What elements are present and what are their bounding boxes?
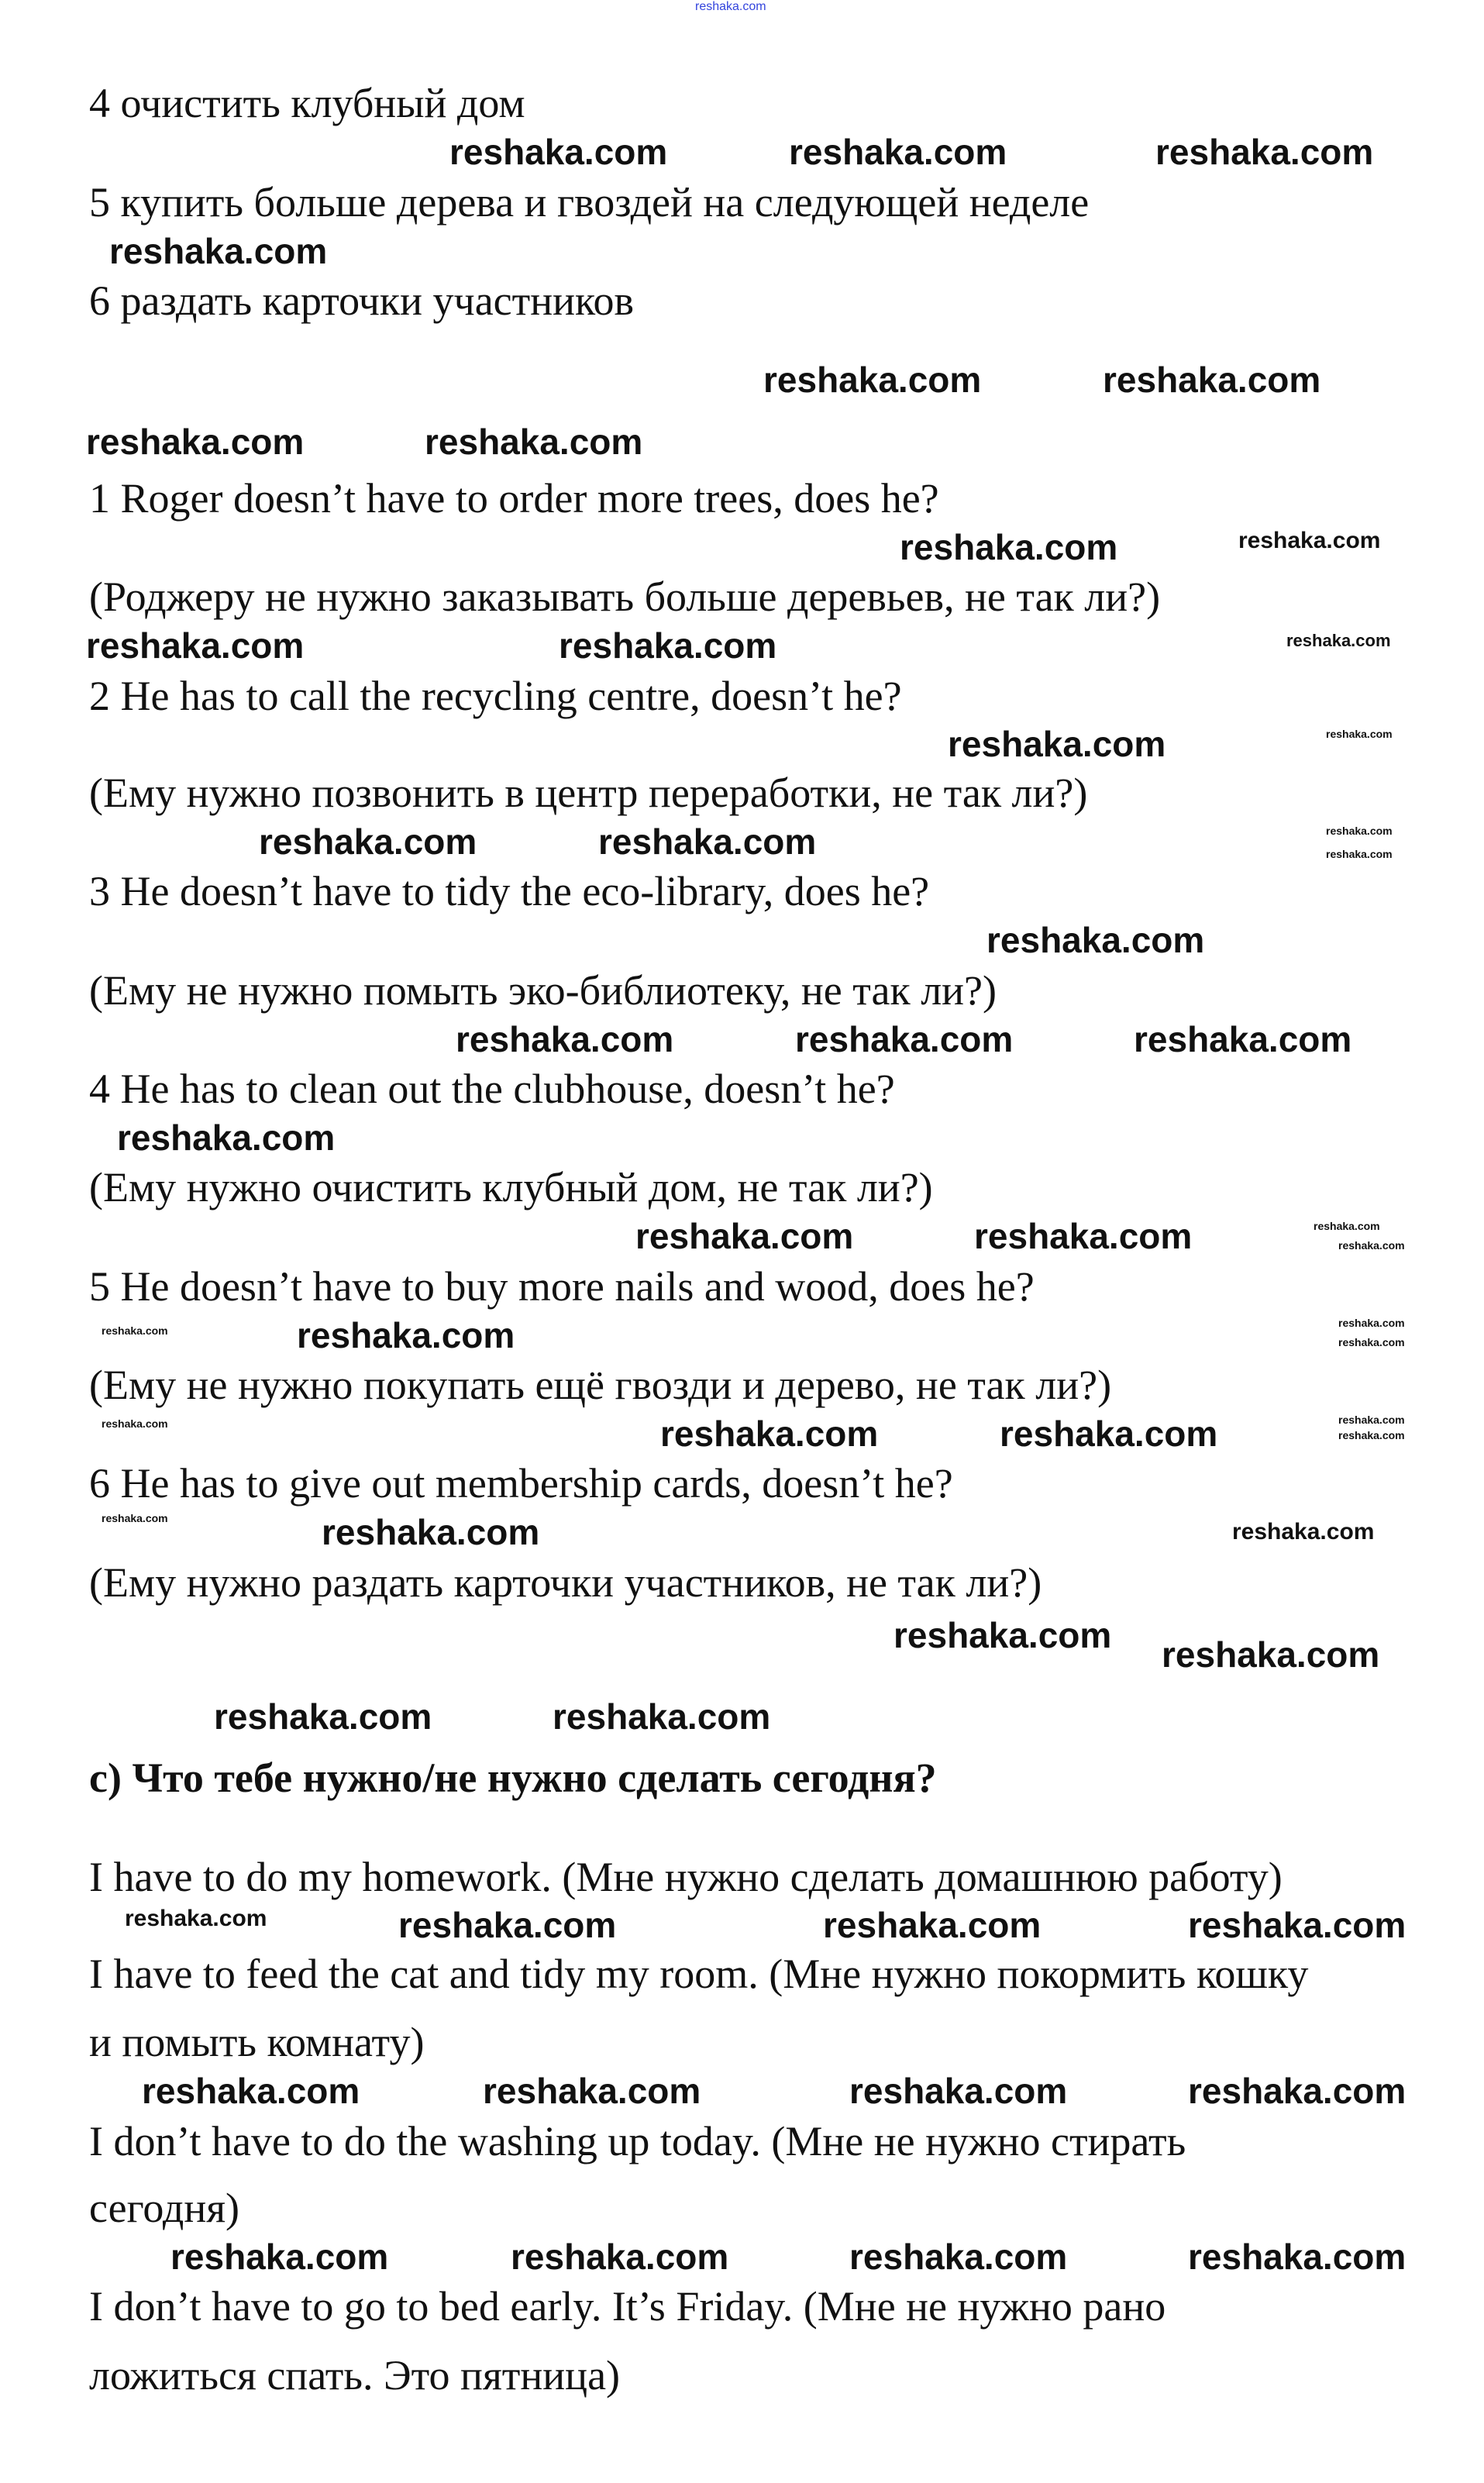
watermark-text: reshaka.com (1314, 1220, 1380, 1232)
watermark-text: reshaka.com (1338, 1414, 1405, 1426)
answer-line: I don’t have to go to bed early. It’s Friday. (Мне не нужно рано (89, 2283, 1166, 2330)
answer-line: I have to feed the cat and tidy my room. (Мне нужно покормить кошку (89, 1951, 1309, 1997)
question-ru: (Ему не нужно помыть эко-библиотеку, не так ли?) (89, 967, 997, 1014)
watermark-text: reshaka.com (322, 1512, 540, 1552)
watermark-text: reshaka.com (1238, 528, 1381, 553)
watermark-text: reshaka.com (1232, 1519, 1375, 1545)
watermark-text: reshaka.com (86, 422, 305, 462)
watermark-text: reshaka.com (1338, 1317, 1405, 1329)
watermark-text: reshaka.com (1162, 1634, 1380, 1675)
answer-line: сегодня) (89, 2185, 240, 2231)
watermark-text: reshaka.com (1000, 1414, 1218, 1454)
watermark-text: reshaka.com (170, 2237, 389, 2277)
watermark-text: reshaka.com (948, 724, 1166, 764)
answer-line: I have to do my homework. (Мне нужно сделать домашнюю работу) (89, 1854, 1283, 1900)
watermark-text: reshaka.com (986, 920, 1205, 960)
watermark-text: reshaka.com (789, 132, 1007, 172)
question-en: 3 He doesn’t have to tidy the eco-library, does he? (89, 868, 930, 914)
watermark-text: reshaka.com (1338, 1429, 1405, 1441)
watermark-text: reshaka.com (102, 1512, 168, 1524)
answer-line: ложиться спать. Это пятница) (89, 2352, 621, 2399)
watermark-text: reshaka.com (1155, 132, 1374, 172)
watermark-text: reshaka.com (1338, 1239, 1405, 1252)
watermark-text: reshaka.com (142, 2071, 360, 2111)
watermark-text: reshaka.com (456, 1019, 674, 1059)
question-en: 4 He has to clean out the clubhouse, doesn’t he? (89, 1066, 895, 1112)
question-ru: (Ему нужно раздать карточки участников, не так ли?) (89, 1559, 1042, 1606)
watermark-text: reshaka.com (1286, 631, 1391, 650)
watermark-text: reshaka.com (1188, 1905, 1407, 1945)
question-ru: (Ему нужно очистить клубный дом, не так ли?) (89, 1164, 933, 1211)
watermark-text: reshaka.com (86, 625, 305, 666)
watermark-text: reshaka.com (449, 132, 668, 172)
watermark-text: reshaka.com (849, 2071, 1068, 2111)
watermark-text: reshaka.com (1188, 2237, 1407, 2277)
watermark-text: reshaka.com (102, 1324, 168, 1337)
watermark-text: reshaka.com (398, 1905, 617, 1945)
watermark-text: reshaka.com (849, 2237, 1068, 2277)
watermark-text: reshaka.com (660, 1414, 879, 1454)
watermark-text: reshaka.com (125, 1906, 267, 1931)
watermark-text: reshaka.com (1338, 1336, 1405, 1348)
watermark-text: reshaka.com (102, 1417, 168, 1430)
watermark-text: reshaka.com (117, 1118, 336, 1158)
watermark-text: reshaka.com (1326, 848, 1393, 860)
translation-line: 5 купить больше дерева и гвоздей на следующей неделе (89, 179, 1090, 226)
question-ru: (Ему нужно позвонить в центр переработки, не так ли?) (89, 770, 1088, 816)
watermark-text: reshaka.com (635, 1216, 854, 1256)
question-ru: (Ему не нужно покупать ещё гвозди и дерево, не так ли?) (89, 1362, 1112, 1408)
watermark-text: reshaka.com (297, 1315, 515, 1355)
header-watermark[interactable]: reshaka.com (695, 0, 766, 13)
question-ru: (Роджеру не нужно заказывать больше деревьев, не так ли?) (89, 573, 1161, 620)
answer-line: I don’t have to do the washing up today. (Мне не нужно стирать (89, 2118, 1186, 2164)
watermark-text: reshaka.com (214, 1696, 432, 1737)
question-en: 1 Roger doesn’t have to order more trees, does he? (89, 475, 939, 522)
section-c-heading: c) Что тебе нужно/не нужно сделать сегодня? (89, 1755, 937, 1801)
watermark-text: reshaka.com (1188, 2071, 1407, 2111)
watermark-text: reshaka.com (1103, 360, 1321, 400)
question-en: 6 He has to give out membership cards, doesn’t he? (89, 1460, 953, 1507)
watermark-text: reshaka.com (553, 1696, 771, 1737)
watermark-text: reshaka.com (425, 422, 643, 462)
watermark-text: reshaka.com (1326, 825, 1393, 837)
answer-line: и помыть комнату) (89, 2019, 425, 2065)
translation-line: 4 очистить клубный дом (89, 80, 525, 126)
watermark-text: reshaka.com (823, 1905, 1042, 1945)
watermark-text: reshaka.com (598, 821, 817, 862)
watermark-text: reshaka.com (1134, 1019, 1352, 1059)
watermark-text: reshaka.com (1326, 728, 1393, 740)
watermark-text: reshaka.com (763, 360, 982, 400)
watermark-text: reshaka.com (483, 2071, 701, 2111)
watermark-text: reshaka.com (259, 821, 477, 862)
watermark-text: reshaka.com (109, 231, 328, 271)
watermark-text: reshaka.com (511, 2237, 729, 2277)
translation-line: 6 раздать карточки участников (89, 277, 635, 324)
question-en: 5 He doesn’t have to buy more nails and wood, does he? (89, 1263, 1035, 1310)
watermark-text: reshaka.com (974, 1216, 1193, 1256)
watermark-text: reshaka.com (893, 1615, 1112, 1655)
watermark-text: reshaka.com (900, 527, 1118, 567)
watermark-text: reshaka.com (795, 1019, 1014, 1059)
question-en: 2 He has to call the recycling centre, doesn’t he? (89, 673, 902, 719)
watermark-text: reshaka.com (559, 625, 777, 666)
